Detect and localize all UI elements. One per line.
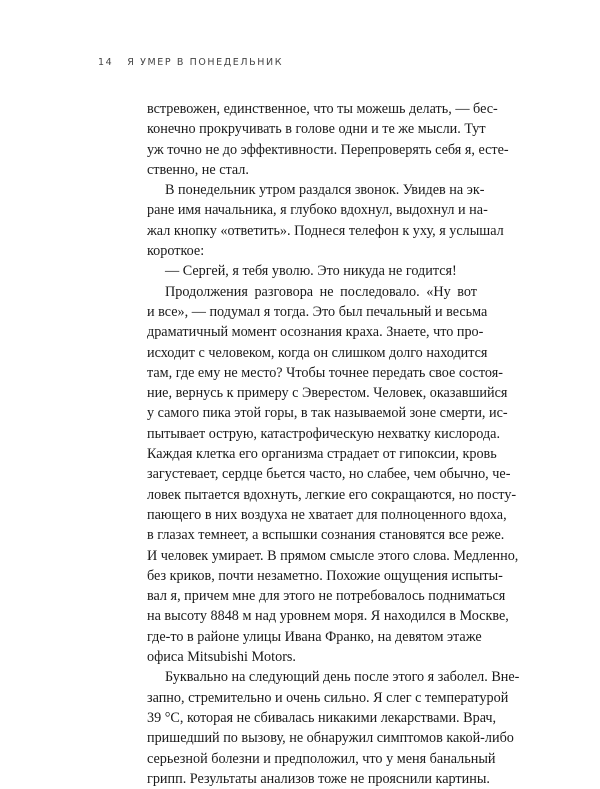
text-line: Буквально на следующий день после этого я заболел. Вне- xyxy=(165,669,520,686)
text-line: Каждая клетка его организма страдает от гипоксии, кровь xyxy=(147,446,497,463)
text-line: пришедший по вызову, не обнаружил симптомов какой-либо xyxy=(147,730,514,747)
text-line: вал я, причем мне для этого не потребовалось подниматься xyxy=(147,588,506,605)
text-line: запно, стремительно и очень сильно. Я слег с температурой xyxy=(147,689,509,706)
text-line: у самого пика этой горы, в так называемой зоне смерти, ис- xyxy=(147,405,508,422)
text-line: ловек пытается вдохнуть, легкие его сокращаются, но посту- xyxy=(147,486,517,503)
text-line: без криков, почти незаметно. Похожие ощущения испыты- xyxy=(147,567,503,584)
text-line: И человек умирает. В прямом смысле этого слова. Медленно, xyxy=(147,547,519,564)
text-line: ране имя начальника, я глубоко вдохнул, выдохнул и на- xyxy=(147,202,488,219)
text-line: и все», — подумал я тогда. Это был печальный и весьма xyxy=(147,303,488,320)
text-line: пающего в них воздуха не хватает для полноценного вдоха, xyxy=(147,506,507,523)
text-line: 39 °С, которая не сбивалась никакими лекарствами. Врач, xyxy=(147,709,497,726)
text-line: серьезной болезни и предположил, что у меня банальный xyxy=(147,750,496,767)
text-line: драматичный момент осознания краха. Знаете, что про- xyxy=(147,324,484,341)
text-line: там, где ему не место? Чтобы точнее передать свое состоя- xyxy=(147,364,503,381)
body-text xyxy=(147,99,520,789)
paragraph xyxy=(147,282,519,668)
text-line: В понедельник утром раздался звонок. Увидев на эк- xyxy=(165,182,485,199)
text-line: короткое: xyxy=(147,243,205,260)
running-header xyxy=(98,57,283,68)
text-line: ние, вернусь к примеру с Эверестом. Человек, оказавшийся xyxy=(147,385,508,402)
text-line: в глазах темнеет, а вспышки сознания становятся все реже. xyxy=(147,527,505,544)
paragraph xyxy=(147,667,520,789)
text-line: загустевает, сердце бьется часто, но слабее, чем обычно, че- xyxy=(147,466,511,483)
text-line: пытывает острую, катастрофическую нехватку кислорода. xyxy=(147,425,501,442)
text-line: жал кнопку «ответить». Поднеся телефон к уху, я услышал xyxy=(147,222,504,239)
text-line: уж точно не до эффективности. Перепроверять себя я, есте- xyxy=(147,141,509,158)
text-line: ственно, не стал. xyxy=(147,161,249,178)
paragraph xyxy=(147,99,509,180)
paragraph xyxy=(147,180,504,261)
text-line: — Сергей, я тебя уволю. Это никуда не годится! xyxy=(165,263,457,280)
text-line: офиса Mitsubishi Motors. xyxy=(147,649,296,666)
paragraph xyxy=(147,261,477,281)
text-line: исходит с человеком, когда он слишком долго находится xyxy=(147,344,488,361)
text-line: встревожен, единственное, что ты можешь делать, — бес- xyxy=(147,101,498,117)
text-line: на высоту 8848 м над уровнем моря. Я находился в Москве, xyxy=(147,608,509,625)
text-line: Продолжения разговора не последовало. «Ну вот xyxy=(165,283,477,300)
text-line: конечно прокручивать в голове одни и те же мысли. Тут xyxy=(147,121,486,138)
page-number: 14 xyxy=(98,57,114,68)
text-line: где-то в районе улицы Ивана Франко, на девятом этаже xyxy=(147,628,482,645)
text-line: грипп. Результаты анализов тоже не прояснили картины. xyxy=(147,770,490,787)
running-title: Я УМЕР В ПОНЕДЕЛЬНИК xyxy=(127,57,284,68)
